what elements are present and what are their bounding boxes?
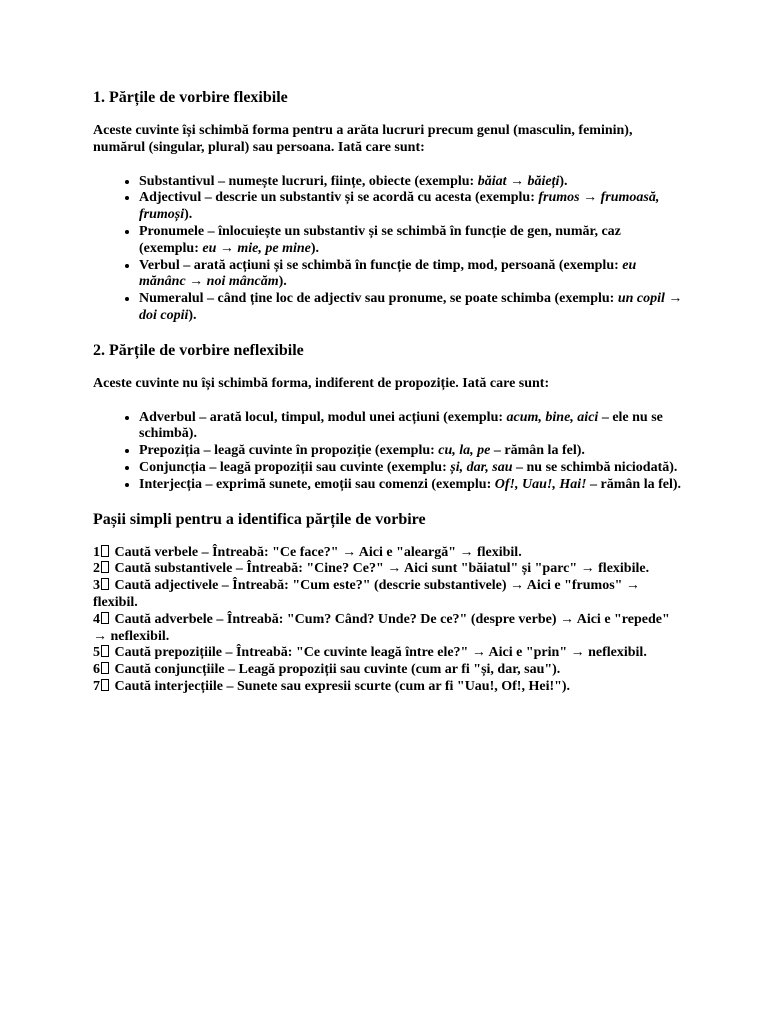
section1-title: 1. Părțile de vorbire flexibile	[93, 89, 288, 106]
missing-glyph-icon	[101, 578, 109, 590]
section3-title: Pașii simpli pentru a identifica părțile de vorbire	[93, 510, 426, 528]
list-item: • Interjecția – exprimă sunete, emoții sau comenzi (exemplu: Of!, Uau!, Hai! – rămân la fel).	[139, 477, 683, 494]
step-item: 2 Caută substantivele – Întreabă: "Cine? Ce?" → Aici sunt "băiatul" și "parc" → flexibile.	[93, 561, 650, 577]
missing-glyph-icon	[101, 561, 109, 573]
section2-list	[93, 410, 683, 494]
document-page	[93, 88, 683, 696]
section1-list	[93, 174, 683, 325]
section1-intro: Aceste cuvinte își schimbă forma pentru a arăta lucruri precum genul (masculin, feminin), numărul (singular, plural) sau persoana. Iată care sunt:	[93, 123, 633, 155]
step-item: 4 Caută adverbele – Întreabă: "Cum? Când? Unde? De ce?" (despre verbe) → Aici e "repede" → neflexibil.	[93, 611, 670, 644]
list-item: • Numeralul – când ține loc de adjectiv sau pronume, se poate schimba (exemplu: un copil → doi copii).	[139, 291, 683, 325]
step-item: 3 Caută adjectivele – Întreabă: "Cum este?" (descrie substantivele) → Aici e "frumos" → flexibil.	[93, 578, 640, 610]
step-item: 1 Caută verbele – Întreabă: "Ce face?" → Aici e "aleargă" → flexibil.	[93, 544, 522, 560]
step-item: 5 Caută prepozițiile – Întreabă: "Ce cuvinte leagă între ele?" → Aici e "prin" → neflexibil.	[93, 645, 647, 661]
list-item: • Verbul – arată acțiuni și se schimbă în funcție de timp, mod, persoană (exemplu: eu mănânc → noi mâncăm).	[139, 258, 683, 292]
list-item: • Adjectivul – descrie un substantiv și se acordă cu acesta (exemplu: frumos → frumoasă, frumoși).	[139, 190, 683, 224]
missing-glyph-icon	[101, 679, 109, 691]
missing-glyph-icon	[101, 662, 109, 674]
step-item: 6 Caută conjuncțiile – Leagă propoziții sau cuvinte (cum ar fi "și, dar, sau").	[93, 662, 561, 678]
section2-title: 2. Părțile de vorbire neflexibile	[93, 341, 304, 359]
list-item: • Substantivul – numește lucruri, ființe, obiecte (exemplu: băiat → băieți).	[139, 174, 683, 191]
section2-intro: Aceste cuvinte nu își schimbă forma, indiferent de propoziție. Iată care sunt:	[93, 375, 550, 391]
steps-list	[93, 545, 683, 696]
step-item: 7 Caută interjecțiile – Sunete sau expresii scurte (cum ar fi "Uau!, Of!, Hei!").	[93, 678, 571, 694]
list-item: • Adverbul – arată locul, timpul, modul unei acțiuni (exemplu: acum, bine, aici – ele nu se schimbă).	[139, 410, 683, 444]
list-item: • Conjuncția – leagă propoziții sau cuvinte (exemplu: și, dar, sau – nu se schimbă niciodată).	[139, 460, 683, 477]
list-item: • Prepoziția – leagă cuvinte în propoziție (exemplu: cu, la, pe – rămân la fel).	[139, 443, 683, 460]
list-item: • Pronumele – înlocuiește un substantiv și se schimbă în funcție de gen, număr, caz (exemplu: eu → mie, pe mine).	[139, 224, 683, 258]
missing-glyph-icon	[101, 545, 109, 557]
missing-glyph-icon	[101, 645, 109, 657]
missing-glyph-icon	[101, 612, 109, 624]
